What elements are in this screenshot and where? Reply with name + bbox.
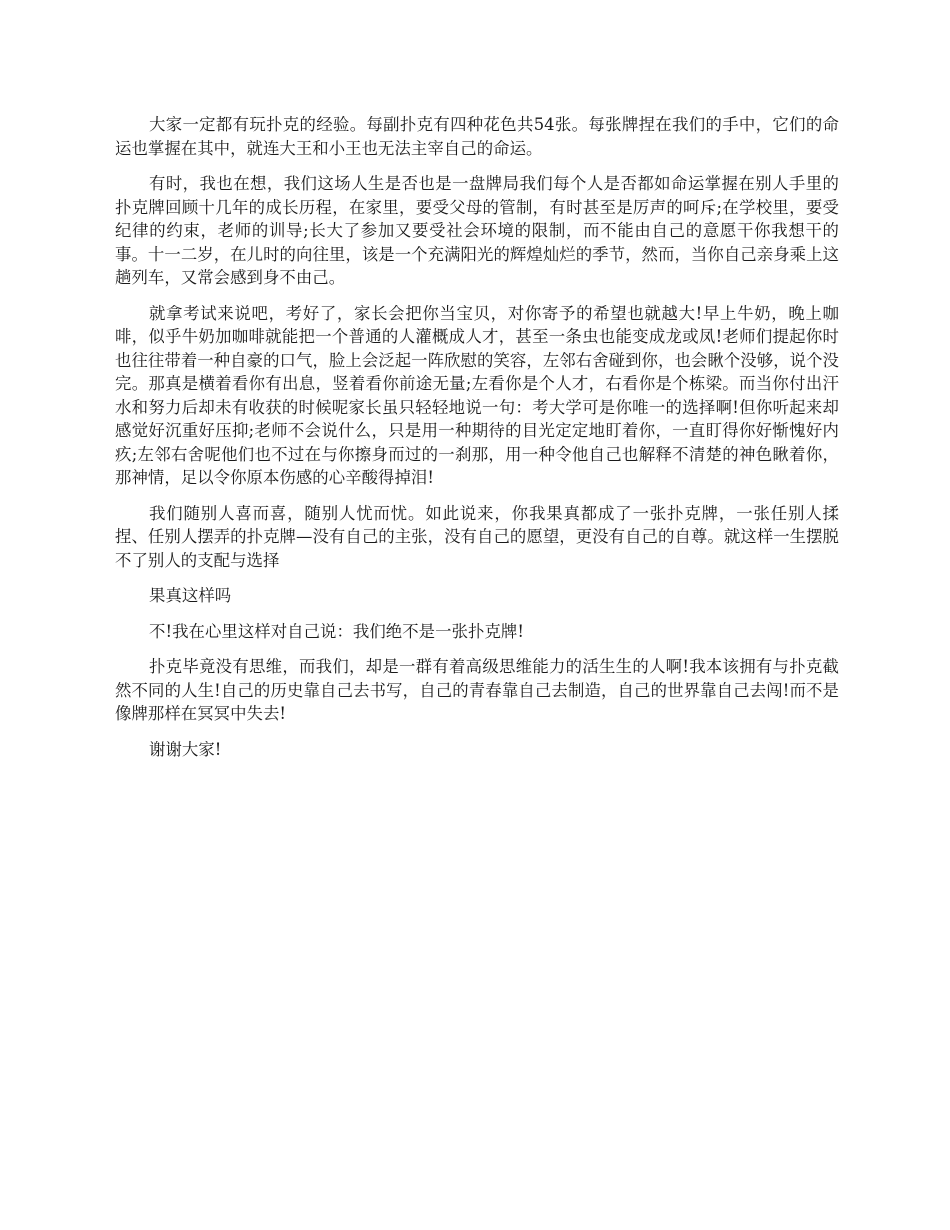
paragraph-2: 有时，我也在想，我们这场人生是否也是一盘牌局我们每个人是否都如命运掌握在别人手里的扑克牌回顾十几年的成长历程，在家里，要受父母的管制，有时甚至是厉声的呵斥;在学校里，要受纪律的约束，老师的训导;长大了参加又要受社会环境的限制，而不能由自己的意愿干你我想干的事。十一二岁，在儿时的向往里，该是一个充满阳光的辉煌灿烂的季节，然而，当你自己亲身乘上这趟列车，又常会感到身不由己。 [115, 174, 839, 287]
document-body [115, 113, 839, 773]
paragraph-4: 我们随别人喜而喜，随别人忧而忧。如此说来，你我果真都成了一张扑克牌，一张任别人揉捏、任别人摆弄的扑克牌—没有自己的主张，没有自己的愿望，更没有自己的自尊。就这样一生摆脱不了别人的支配与选择 [115, 503, 839, 570]
paragraph-7: 扑克毕竟没有思维，而我们，却是一群有着高级思维能力的活生生的人啊!我本该拥有与扑克截然不同的人生!自己的历史靠自己去书写，自己的青春靠自己去制造，自己的世界靠自己去闯!而不是像牌那样在冥冥中失去! [115, 657, 839, 723]
paragraph-1: 大家一定都有玩扑克的经验。每副扑克有四种花色共54张。每张牌捏在我们的手中，它们的命运也掌握在其中，就连大王和小王也无法主宰自己的命运。 [115, 115, 839, 158]
paragraph-6: 不!我在心里这样对自己说：我们绝不是一张扑克牌! [149, 621, 524, 641]
paragraph-5: 果真这样吗 [149, 586, 232, 605]
paragraph-8: 谢谢大家! [149, 739, 222, 759]
paragraph-3: 就拿考试来说吧，考好了，家长会把你当宝贝，对你寄予的希望也就越大!早上牛奶，晚上咖啡，似乎牛奶加咖啡就能把一个普通的人灌概成人才，甚至一条虫也能变成龙或凤!老师们提起你时也往往带着一种自豪的口气，脸上会泛起一阵欣慰的笑容，左邻右舍碰到你，也会瞅个没够，说个没完。那真是横着看你有出息，竖着看你前途无量;左看你是个人才，右看你是个栋梁。而当你付出汗水和努力后却未有收获的时候呢家长虽只轻轻地说一句：考大学可是你唯一的选择啊!但你听起来却感觉好沉重好压抑;老师不会说什么，只是用一种期待的目光定定地盯着你，一直盯得你好惭愧好内疚;左邻右舍呢他们也不过在与你擦身而过的一刹那，用一种令他自己也解释不清楚的神色瞅着你，那神情，足以令你原本伤感的心辛酸得掉泪! [115, 303, 839, 487]
